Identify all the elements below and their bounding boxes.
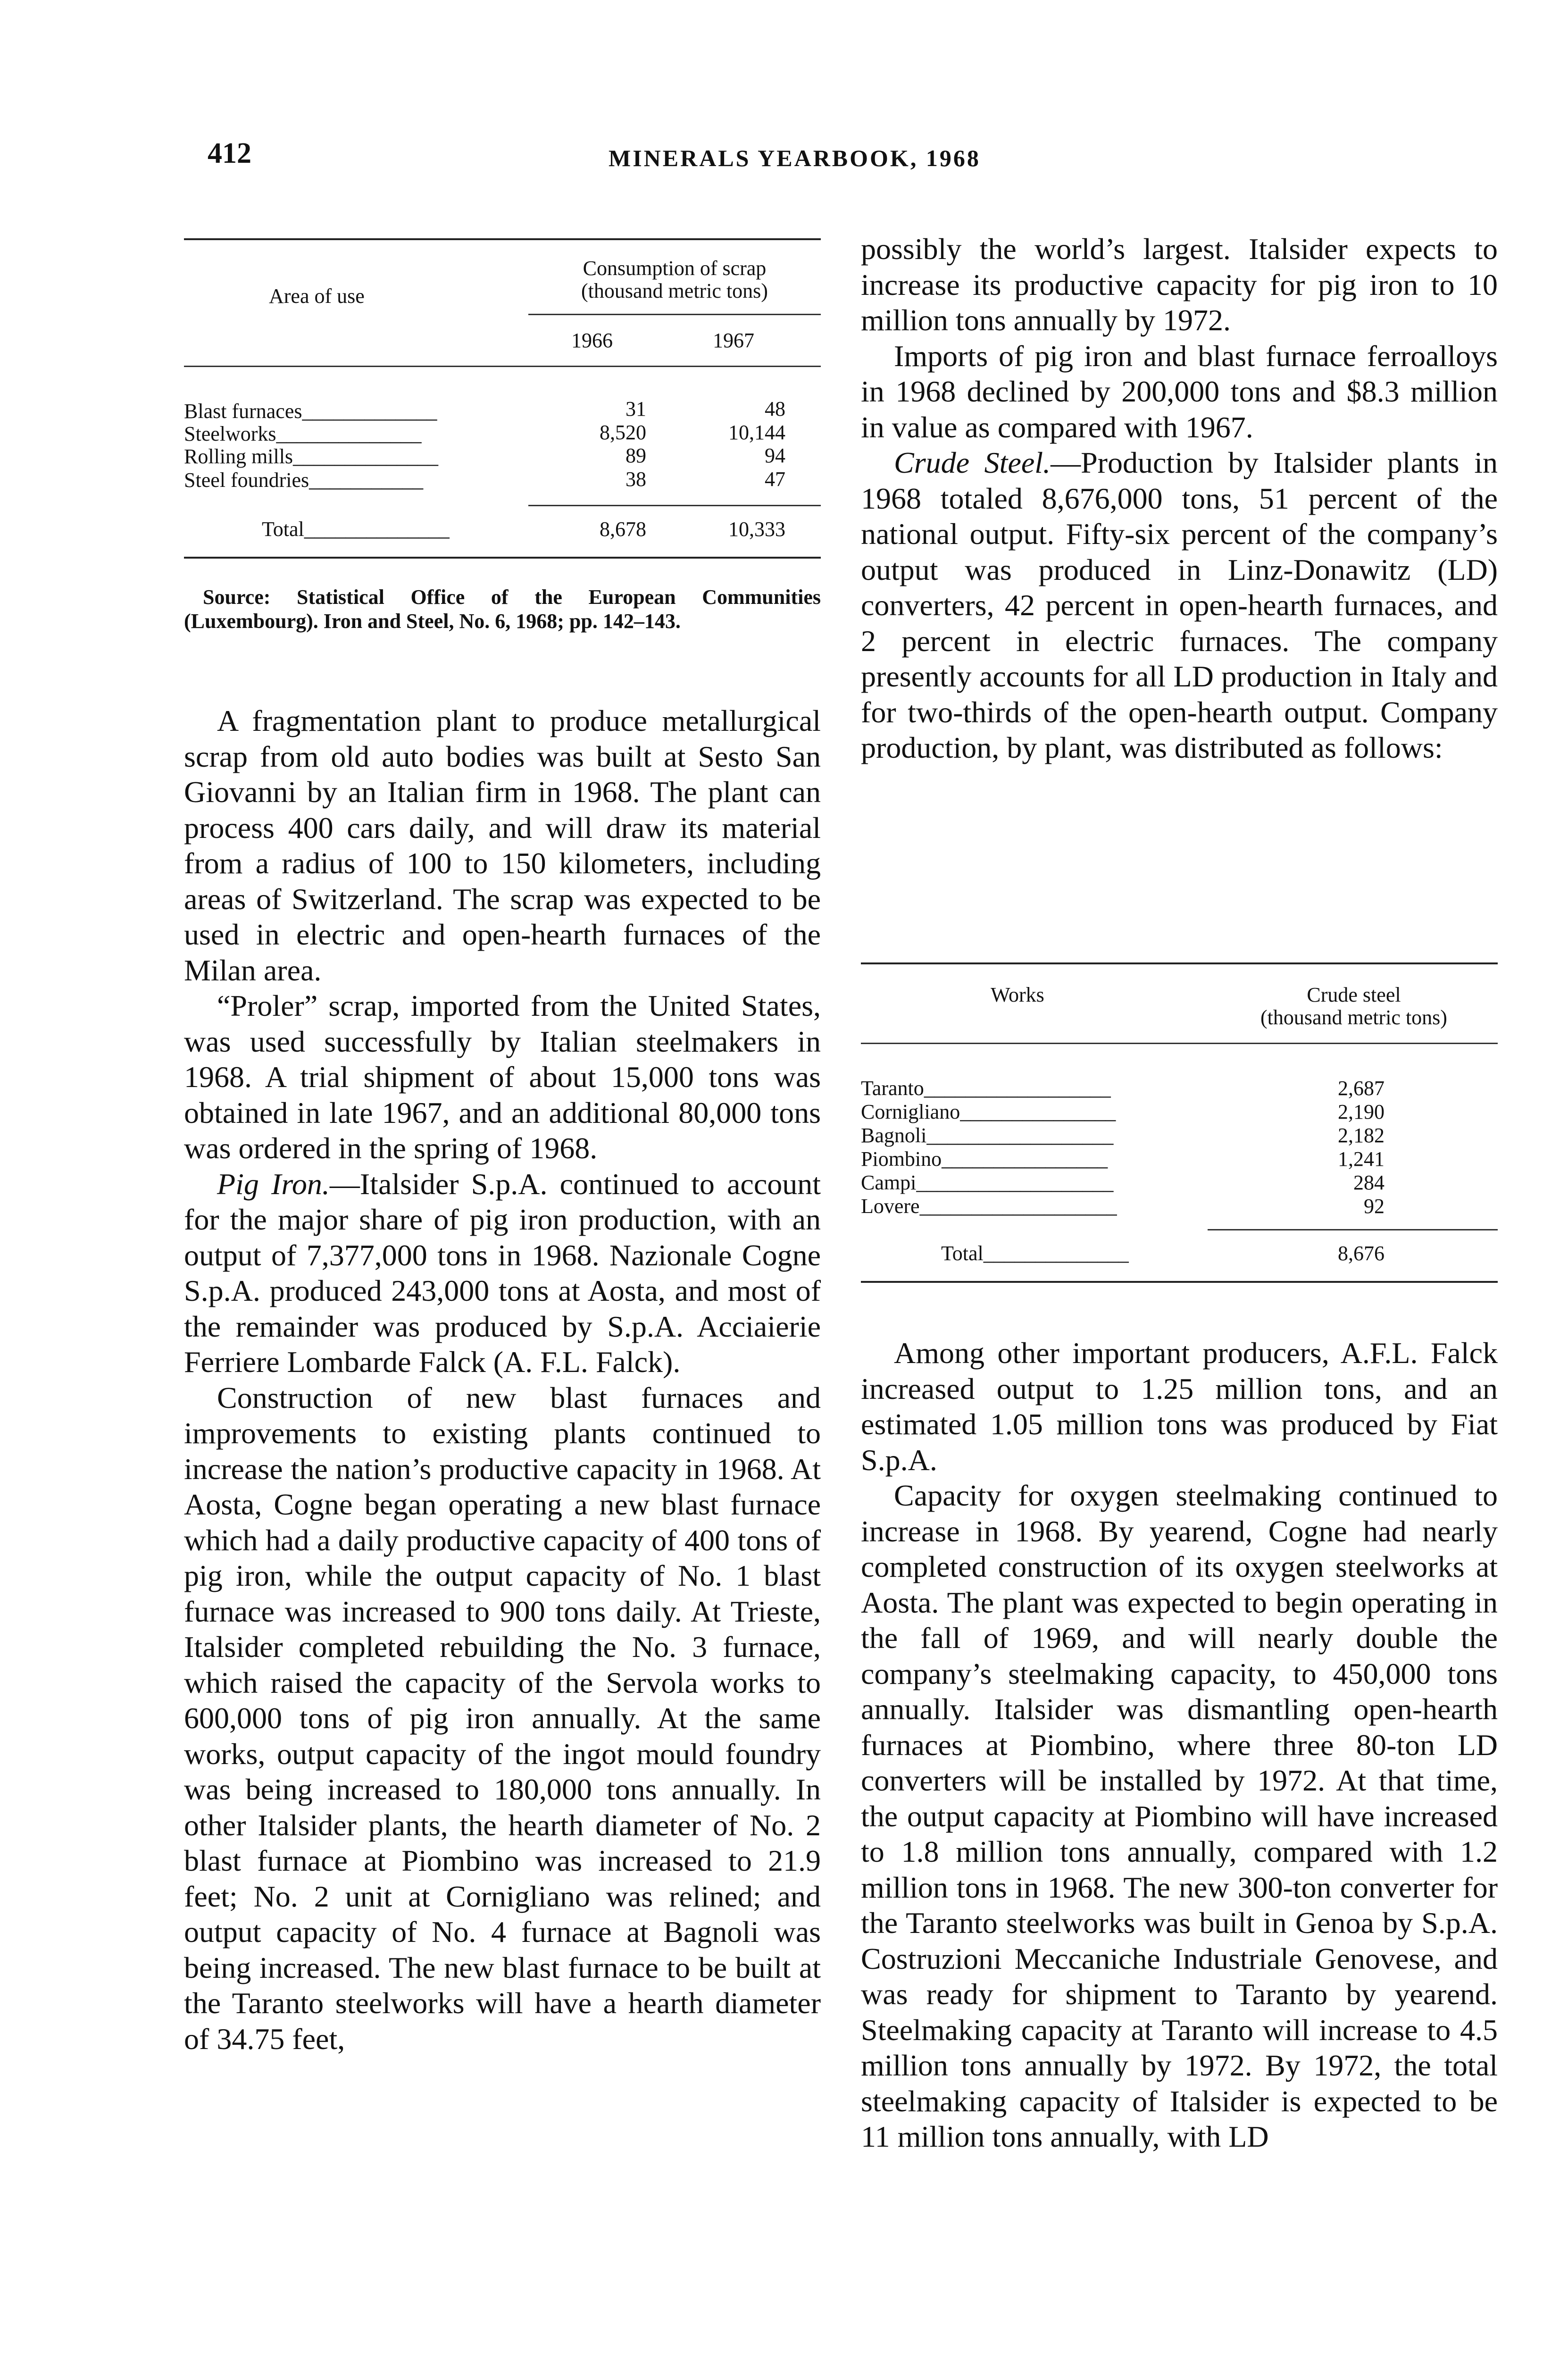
col-header-1966: 1966: [571, 329, 613, 352]
right-text-column-bottom: [861, 1335, 1498, 2155]
table-bottom-rule: [184, 557, 821, 559]
section-lead: Pig Iron.: [217, 1167, 330, 1201]
left-text-column: [184, 703, 821, 2057]
total-rule: [1208, 1229, 1498, 1230]
paragraph: Capacity for oxygen steelmaking continued to increase in 1968. By yearend, Cogne had nearly completed construction of its oxygen steelworks at Aosta. The plant was expected to begin operating in the fall of 1969, and will nearly double the company’s steelmaking capacity, to 450,000 tons annually. Italsider was dismantling open-hearth furnaces at Piombino, where three 80-ton LD converters will be installed by 1972. At that time, the output capacity at Piombino will have increased to 1.8 million tons annually, compared with 1.2 million tons in 1968. The new 300-ton converter for the Taranto steelworks was built in Genoa by S.p.A. Costruzioni Meccaniche Industriale Genovese, and was ready for shipment to Taranto by yearend. Steelmaking capacity at Taranto will increase to 4.5 million tons annually by 1972. By 1972, the total steelmaking capacity of Italsider is expected to be 11 million tons annually, with LD: [861, 1479, 1498, 2153]
paragraph: Pig Iron.—Italsider S.p.A. continued to account for the major share of pig iron production, with an output of 7,377,000 tons in 1968. Nazionale Cogne S.p.A. produced 243,000 tons at Aosta, and most of the remainder was produced by S.p.A. Acciaierie Ferriere Lombarde Falck (A. F.L. Falck).: [184, 1167, 821, 1379]
col-header-works: Works: [991, 983, 1044, 1006]
table-top-rule: [184, 238, 821, 240]
table-bottom-rule: [861, 1281, 1498, 1283]
table-top-rule: [861, 962, 1498, 964]
paragraph: Crude Steel.—Production by Italsider plants in 1968 totaled 8,676,000 tons, 51 percent of the national output. Fifty-six percent of the company’s output was produced in Linz-Donawitz (LD) converters, 42 percent in open-hearth furnaces, and 2 percent in electric furnaces. The company presently accounts for all LD production in Italy and for two-thirds of the open-hearth output. Company production, by plant, was distributed as follows:: [861, 446, 1498, 764]
col-header-crude-steel: Crude steel (thousand metric tons): [1260, 983, 1447, 1029]
page-number: 412: [208, 137, 251, 169]
header-bottom-rule: [184, 366, 821, 367]
paragraph: possibly the world’s largest. Italsider expects to increase its productive capacity for pig iron to 10 million tons annually by 1972.: [861, 232, 1498, 337]
right-text-column-top: [861, 231, 1498, 766]
paragraph: A fragmentation plant to produce metallurgical scrap from old auto bodies was built at Sesto San Giovanni by an Italian firm in 1968. The plant can process 400 cars daily, and will draw its material from a radius of 100 to 150 kilometers, including areas of Switzerland. The scrap was expected to be used in electric and open-hearth furnaces of the Milan area.: [184, 704, 821, 987]
table-source-note: Source: Statistical Office of the European Communities (Luxembourg). Iron and Steel, No. 6, 1968; pp. 142–143.: [184, 586, 821, 633]
col-header-consumption: Consumption of scrap (thousand metric tons): [581, 257, 768, 303]
header-bottom-rule: [861, 1043, 1498, 1044]
paragraph: Among other important producers, A.F.L. Falck increased output to 1.25 million tons, and an estimated 1.05 million tons was produced by Fiat S.p.A.: [861, 1336, 1498, 1477]
col-header-area: Area of use: [269, 284, 365, 308]
paragraph: “Proler” scrap, imported from the United States, was used successfully by Italian steelmakers in 1968. A trial shipment of about 15,000 tons was obtained in late 1967, and an additional 80,000 tons was ordered in the spring of 1968.: [184, 989, 821, 1165]
col-header-1967: 1967: [713, 329, 754, 352]
running-head: MINERALS YEARBOOK, 1968: [609, 145, 981, 171]
paragraph: Construction of new blast furnaces and improvements to existing plants continued to increase the nation’s productive capacity in 1968. At Aosta, Cogne began operating a new blast furnace which had a daily productive capacity of 400 tons of pig iron, while the output capacity of No. 1 blast furnace was increased to 900 tons daily. At Trieste, Italsider completed rebuilding the No. 3 furnace, which raised the capacity of the Servola works to 600,000 tons of pig iron annually. At the same works, output capacity of the ingot mould foundry was being increased to 180,000 tons annually. In other Italsider plants, the hearth diameter of No. 2 blast furnace at Piombino was increased to 21.9 feet; No. 2 unit at Cornigliano was relined; and output capacity of No. 4 furnace at Bagnoli was being increased. The new blast furnace to be built at the Taranto steelworks will have a hearth diameter of 34.75 feet,: [184, 1380, 821, 2056]
header-mid-rule: [528, 314, 821, 315]
total-rule: [528, 505, 821, 506]
paragraph: Imports of pig iron and blast furnace ferroalloys in 1968 declined by 200,000 tons and $8.3 million in value as compared with 1967.: [861, 339, 1498, 444]
section-lead: Crude Steel.: [894, 446, 1051, 479]
